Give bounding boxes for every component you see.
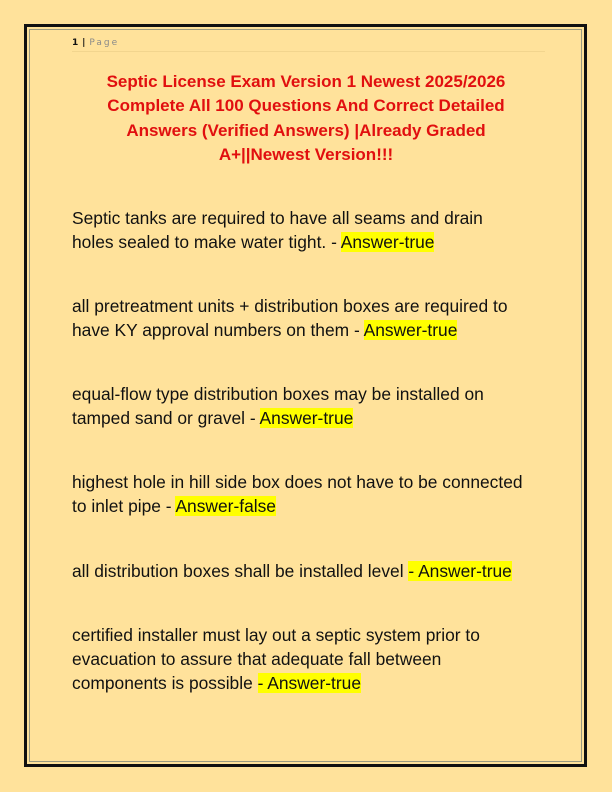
- question-text: to inlet pipe -: [72, 496, 176, 516]
- question-item: [72, 470, 552, 518]
- title-line: Septic License Exam Version 1 Newest 2025/2026: [106, 72, 506, 91]
- question-text: tamped sand or gravel -: [72, 408, 260, 428]
- answer-highlight: Answer-true: [363, 320, 458, 340]
- answer-highlight: Answer-true: [340, 232, 435, 252]
- question-text: have KY approval numbers on them -: [72, 320, 364, 340]
- question-item: [72, 382, 552, 430]
- answer-highlight: Answer-false: [175, 496, 276, 516]
- question-text: all pretreatment units + distribution boxes are required to: [72, 296, 508, 316]
- document-title: [72, 70, 540, 167]
- question-text: evacuation to assure that adequate fall between: [72, 649, 442, 669]
- answer-highlight: - Answer-true: [408, 561, 512, 581]
- title-line: Complete All 100 Questions And Correct Detailed: [107, 96, 505, 116]
- question-text: all distribution boxes shall be installed level: [72, 561, 409, 581]
- title-line: Answers (Verified Answers) |Already Graded: [126, 120, 486, 140]
- question-text: certified installer must lay out a septic system prior to: [72, 625, 480, 645]
- question-text: Septic tanks are required to have all seams and drain: [72, 208, 483, 228]
- page-header: [72, 36, 545, 52]
- question-item: [72, 206, 552, 254]
- page-label: Page: [89, 38, 120, 48]
- page-separator: |: [82, 38, 86, 48]
- question-text: equal-flow type distribution boxes may be installed on: [72, 384, 484, 404]
- question-text: holes sealed to make water tight. -: [72, 232, 341, 252]
- question-item: [72, 294, 552, 342]
- question-item: [72, 559, 552, 583]
- page-number: 1: [72, 38, 79, 48]
- answer-highlight: Answer-true: [259, 408, 354, 428]
- question-text: highest hole in hill side box does not have to be connected: [72, 472, 523, 492]
- question-item: [72, 623, 552, 695]
- title-line: A+||Newest Version!!!: [218, 144, 394, 164]
- answer-highlight: - Answer-true: [257, 673, 362, 693]
- question-text: components is possible: [72, 673, 258, 693]
